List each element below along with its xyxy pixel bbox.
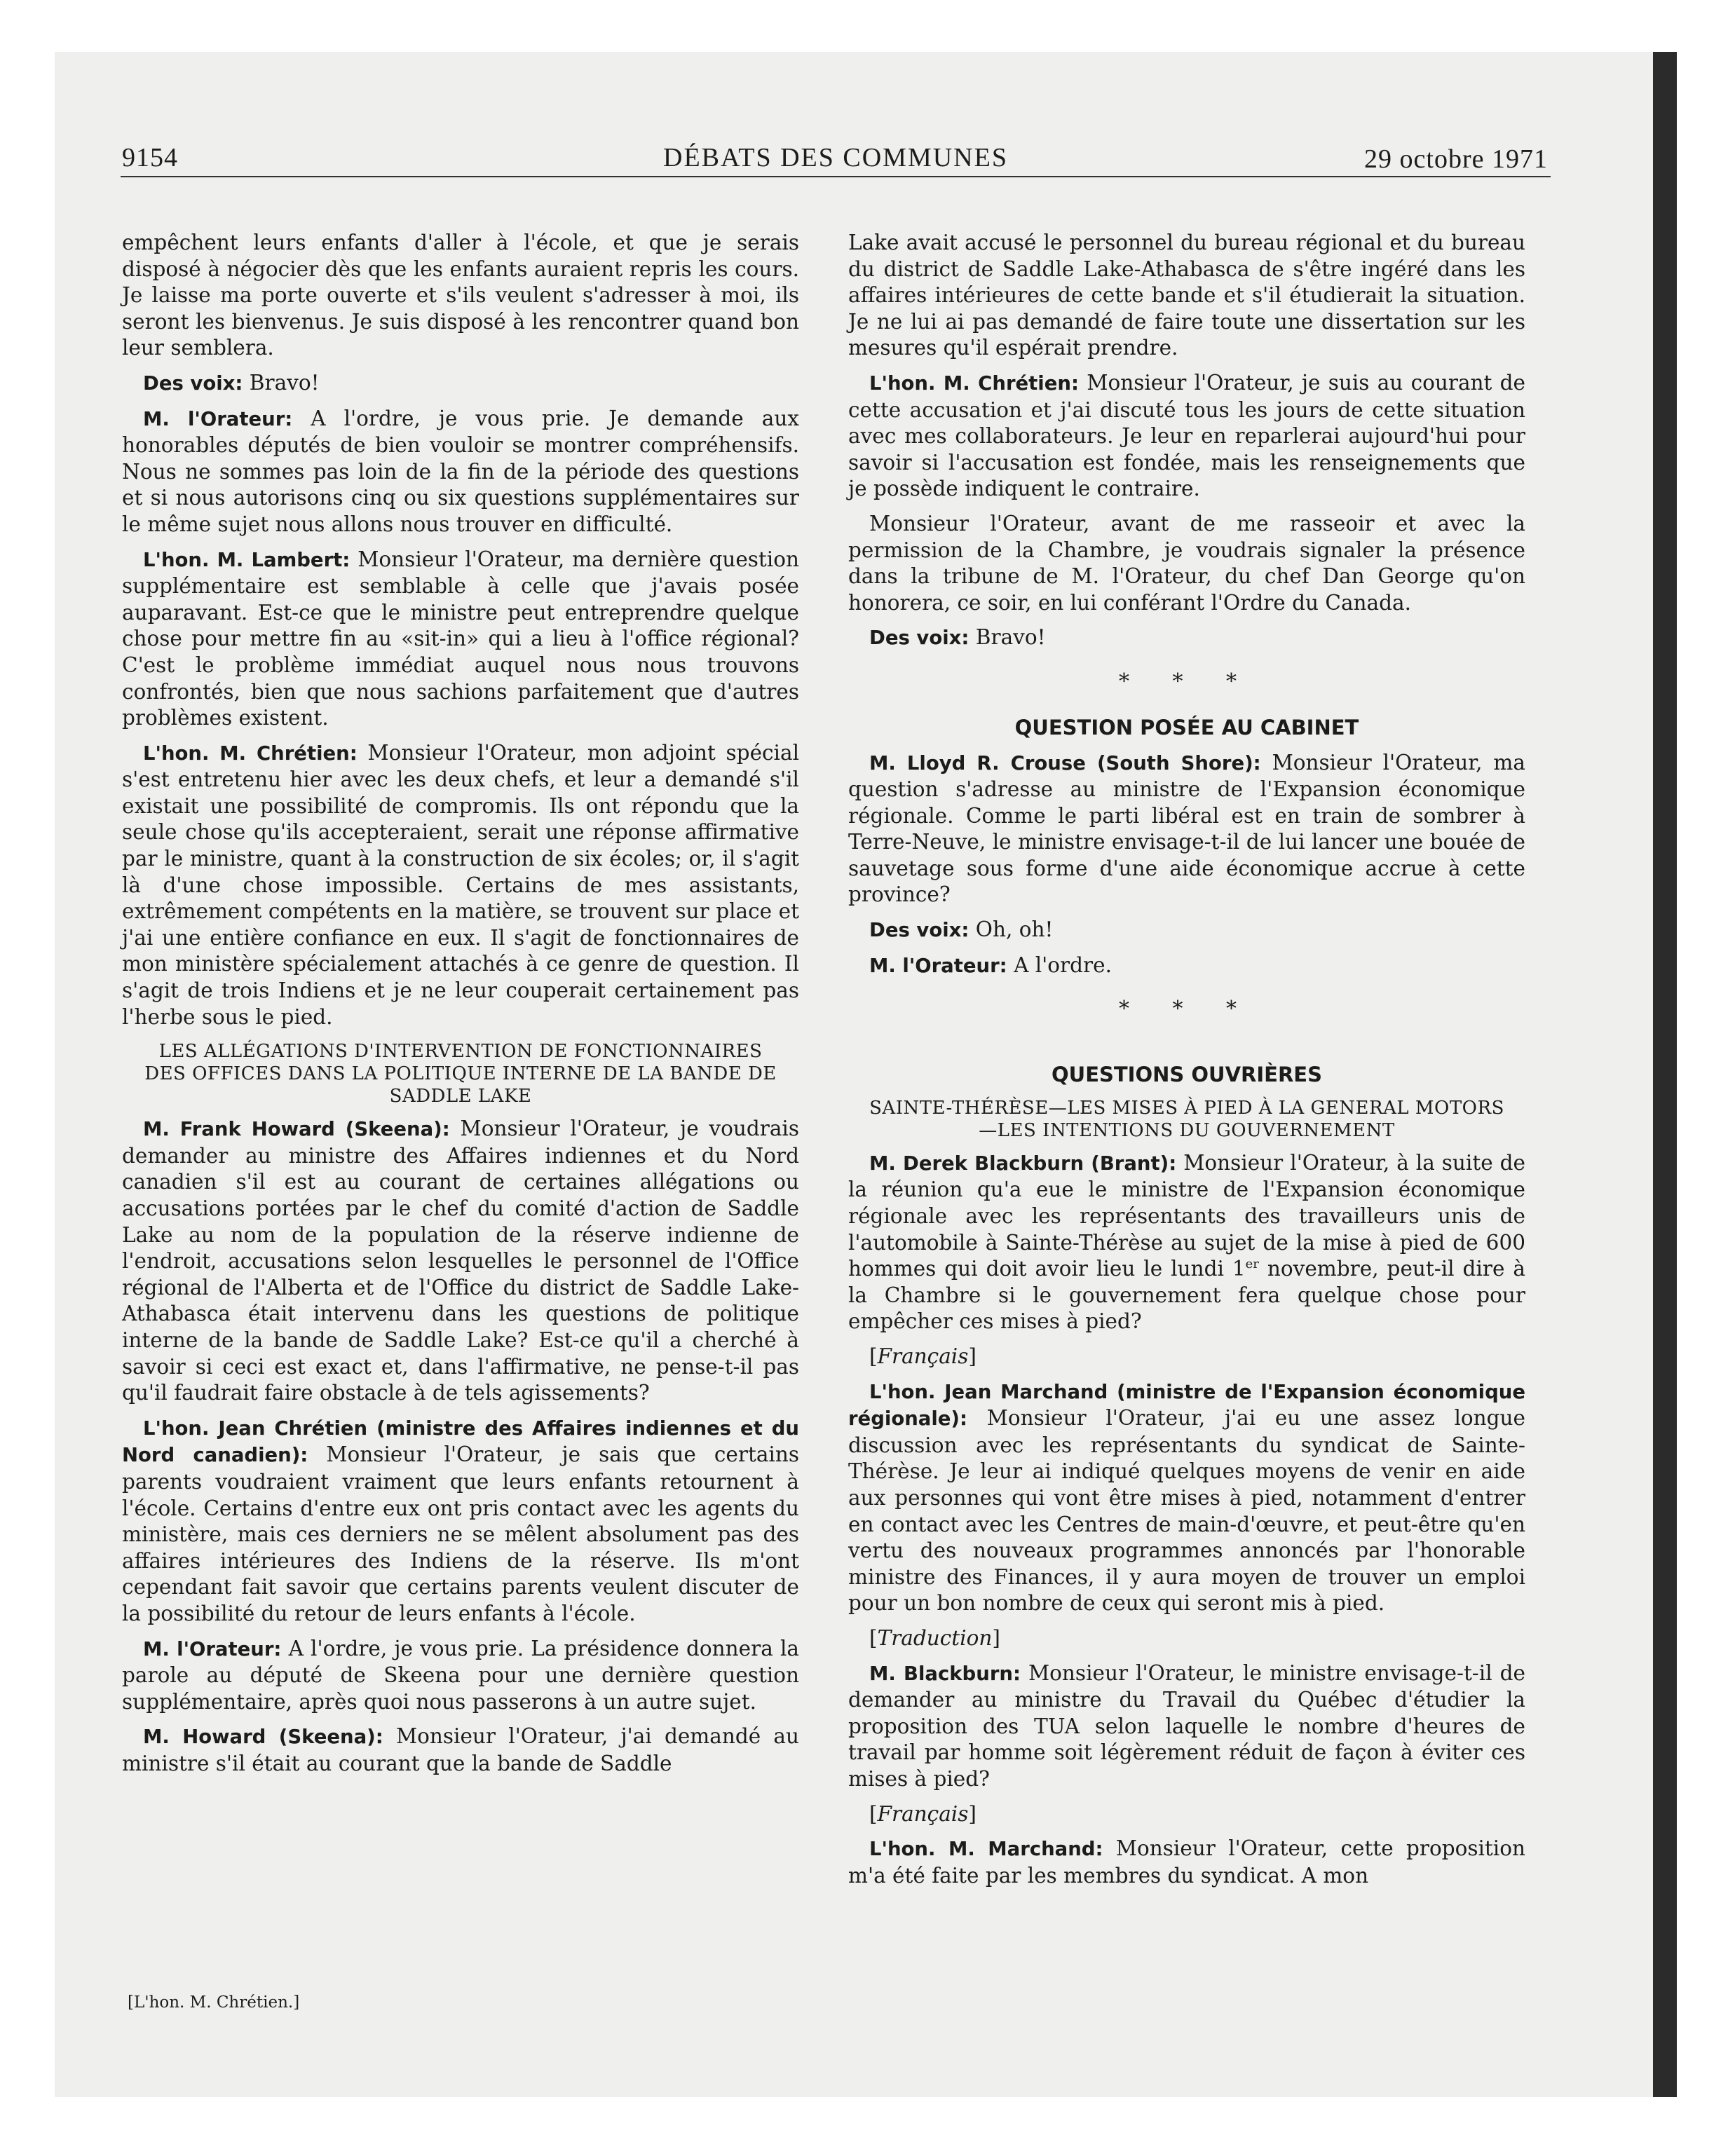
paragraph [122, 1636, 799, 1716]
page-date: 29 octobre 1971 [1364, 144, 1548, 174]
speaker-name: M. l'Orateur: [143, 1637, 282, 1660]
paragraph [122, 1724, 799, 1777]
section-heading: QUESTIONS OUVRIÈRES [1052, 1062, 1322, 1086]
speech-text: Monsieur l'Orateur, le ministre envisage-t-il de demander au ministre du Travail du Québec d'étudier la proposition des TUA selon laquelle le nombre d'heures de travail par homme soit légèrement réduit de façon à éviter ces mises à pied? [848, 1660, 1525, 1791]
speech-text: A l'ordre, je vous prie. Je demande aux honorables députés de bien vouloir se montrer compréhensifs. Nous ne sommes pas loin de la fin de la période des questions et si nous autorisons cinq ou six questions supplémentaires sur le même sujet nous allons nous trouver en difficulté. [122, 406, 799, 536]
speaker-name: M. l'Orateur: [143, 407, 293, 430]
speech-text: Monsieur l'Orateur, je sais que certains parents voudraient vraiment que leurs enfants retournent à l'école. Certains d'entre eux ont pris contact avec les agents du ministère, mais ces derniers ne se mêlent absolument pas des affaires intérieures des Indiens de la réserve. Ils m'ont cependant fait savoir que certains parents veulent discuter de la possibilité du retour de leurs enfants à l'école. [122, 1442, 799, 1625]
page-number: 9154 [122, 143, 178, 172]
section-separator: * * * [1118, 669, 1256, 694]
paragraph: Monsieur l'Orateur, avant de me rasseoir et avec la permission de la Chambre, je voudrais signaler la présence dans la tribune de M. l'Orateur, du chef Dan George qu'on honorera, ce soir, en lui conférant l'Ordre du Canada. [848, 511, 1525, 615]
speech-text: Oh, oh! [975, 917, 1054, 942]
paragraph [122, 547, 799, 732]
paragraph [848, 1379, 1525, 1617]
speaker-name: Des voix: [143, 371, 243, 395]
speech-text: Monsieur l'Orateur, à la suite de la réunion qu'a eue le ministre de l'Expansion économique régionale avec les représentants des travailleurs unis de l'automobile à Sainte-Thérèse au sujet de la mise à pied de 600 hommes qui doit avoir lieu le lundi 1 [848, 1150, 1525, 1281]
speaker-name: L'hon. M. Marchand: [869, 1838, 1103, 1861]
speech-text: Bravo! [975, 625, 1046, 650]
speaker-name: M. Frank Howard (Skeena): [143, 1118, 450, 1141]
speaker-name: Des voix: [869, 627, 969, 650]
scan-edge-shadow [1653, 52, 1677, 2097]
speaker-name: L'hon. Jean Marchand (ministre de l'Expansion économique régionale): [848, 1380, 1525, 1431]
speaker-name: M. Blackburn: [869, 1662, 1021, 1685]
page-title: DÉBATS DES COMMUNES [663, 143, 1008, 172]
speech-text: novembre, peut-il dire à la Chambre si le gouvernement fera quelque chose pour empêcher ces mises à pied? [848, 1257, 1525, 1334]
speech-text: Monsieur l'Orateur, j'ai demandé au ministre s'il était au courant que la bande de Saddle [122, 1724, 799, 1775]
section-heading: QUESTION POSÉE AU CABINET [1014, 715, 1359, 739]
section-subheading: LES ALLÉGATIONS D'INTERVENTION DE FONCTIONNAIRES DES OFFICES DANS LA POLITIQUE INTERNE DE LA BANDE DE SADDLE LAKE [144, 1041, 777, 1107]
paragraph [848, 917, 1525, 944]
speaker-name: M. Howard (Skeena): [143, 1726, 383, 1749]
speech-text: Monsieur l'Orateur, mon adjoint spécial s'est entretenu hier avec les deux chefs, et leur a demandé s'il existait une possibilité de compromis. Ils ont répondu que la seule chose qu'ils accepteraient, serait une réponse affirmative par le ministre, quant à la construction de six écoles; or, il s'agit là d'une chose impossible. Certains de mes assistants, extrêmement compétents en la matière, se trouvent sur place et j'ai une entière confiance en eux. Il s'agit de fonctionnaires de mon ministère spécialement attachés à ce genre de question. Il s'agit de trois Indiens et je ne leur couperait certainement pas l'herbe sous le pied. [122, 740, 800, 1029]
speech-text: Monsieur l'Orateur, cette proposition m'a été faite par les membres du syndicat. A mon [848, 1836, 1525, 1888]
speaker-name: M. Derek Blackburn (Brant): [869, 1152, 1177, 1175]
language-marker: [ Traduction ] [848, 1625, 1525, 1652]
section-subheading: SAINTE-THÉRÈSE—LES MISES À PIED À LA GENERAL MOTORS—LES INTENTIONS DU GOUVERNEMENT [869, 1097, 1504, 1141]
footer-note: [L'hon. M. Chrétien.] [128, 1993, 300, 2012]
speaker-name: L'hon. Jean Chrétien (ministre des Affaires indiennes et du Nord canadien): [122, 1417, 799, 1467]
speech-text: Monsieur l'Orateur, ma question s'adresse au ministre de l'Expansion économique régionale. Comme le parti libéral est en train de sombrer à Terre-Neuve, le ministre envisage-t-il de lui lancer une bouée de sauvetage sous forme d'une aide économique accrue à cette province? [848, 750, 1525, 907]
language-marker: [ Français ] [848, 1344, 1525, 1370]
paragraph [848, 953, 1525, 980]
speaker-name: L'hon. M. Chrétien: [869, 371, 1079, 395]
paragraph: Lake avait accusé le personnel du bureau régional et du bureau du district de Saddle Lake-Athabasca de s'être ingéré dans les affaires intérieures de cette bande et s'il étudierait la situation. Je ne lui ai pas demandé de faire toute une dissertation sur les mesures qu'il espérait prendre. [848, 231, 1525, 360]
page-header [121, 137, 1551, 177]
speech-text: Monsieur l'Orateur, je voudrais demander au ministre des Affaires indiennes et du Nord canadien s'il est au courant de certaines allégations ou accusations portées par le chef du comité d'action de Saddle Lake au nom de la population de la réserve indienne de l'endroit, accusations selon lesquelles le personnel de l'Office régional de l'Alberta et de l'Office du district de Saddle Lake-Athabasca était intervenu dans les questions de politique interne de la bande de Saddle Lake? Est-ce qu'il a cherché à savoir si ceci est exact et, dans l'affirmative, ne pense-t-il pas qu'il faudrait faire obstacle à de tels agissements? [122, 1117, 799, 1405]
speaker-name: Des voix: [869, 919, 969, 942]
speaker-name: L'hon. M. Chrétien: [143, 742, 358, 765]
paragraph [848, 1660, 1525, 1793]
left-column [122, 230, 799, 1785]
paragraph [122, 740, 799, 1031]
speaker-name: M. l'Orateur: [869, 954, 1007, 977]
speaker-name: M. Lloyd R. Crouse (South Shore): [869, 751, 1261, 775]
paragraph [122, 1116, 799, 1407]
paragraph [122, 406, 799, 538]
paragraph [848, 750, 1525, 909]
speech-text: Monsieur l'Orateur, j'ai eu une assez longue discussion avec les représentants du syndicat de Sainte-Thérèse. Je leur ai indiqué quelques moyens de venir en aide aux personnes qui vont être mises à pied, notamment d'entrer en contact avec les Centres de main-d'œuvre, et peut-être qu'en vertu des nouveaux programmes annoncés par l'honorable ministre des Finances, il y aura moyen de trouver un emploi pour un bon nombre de ceux qui seront mis à pied. [848, 1406, 1525, 1616]
language-marker: [ Français ] [848, 1801, 1525, 1828]
speaker-name: L'hon. M. Lambert: [143, 548, 351, 571]
section-separator: * * * [1118, 997, 1256, 1022]
superscript: er [1245, 1257, 1259, 1272]
paragraph [848, 1836, 1525, 1889]
speech-text: A l'ordre, je vous prie. La présidence donnera la parole au député de Skeena pour une dernière question supplémentaire, après quoi nous passerons à un autre sujet. [122, 1636, 799, 1714]
paragraph [848, 625, 1525, 652]
right-column [848, 230, 1525, 1897]
speech-text: A l'ordre. [1014, 953, 1112, 977]
paragraph [848, 370, 1525, 503]
speech-text: Monsieur l'Orateur, ma dernière question supplémentaire est semblable à celle que j'avais posée auparavant. Est-ce que le ministre peut entreprendre quelque chose pour mettre fin au «sit-in» qui a lieu à l'office régional? C'est le problème immédiat auquel nous nous trouvons confrontés, bien que nous sachions parfaitement que d'autres problèmes existent. [122, 547, 799, 730]
speech-text: Bravo! [249, 370, 320, 395]
paragraph [122, 370, 799, 397]
paragraph [848, 1150, 1525, 1335]
paragraph [122, 1415, 799, 1628]
speech-text: Monsieur l'Orateur, je suis au courant de cette accusation et j'ai discuté tous les jours de cette situation avec mes collaborateurs. Je leur en reparlerai aujourd'hui pour savoir si l'accusation est fondée, mais les renseignements que je possède indiquent le contraire. [848, 370, 1526, 501]
paragraph: empêchent leurs enfants d'aller à l'école, et que je serais disposé à négocier dès que les enfants auraient repris les cours. Je laisse ma porte ouverte et s'ils veulent s'adresser à moi, ils seront les bienvenus. Je suis disposé à les rencontrer quand bon leur semblera. [122, 231, 799, 360]
